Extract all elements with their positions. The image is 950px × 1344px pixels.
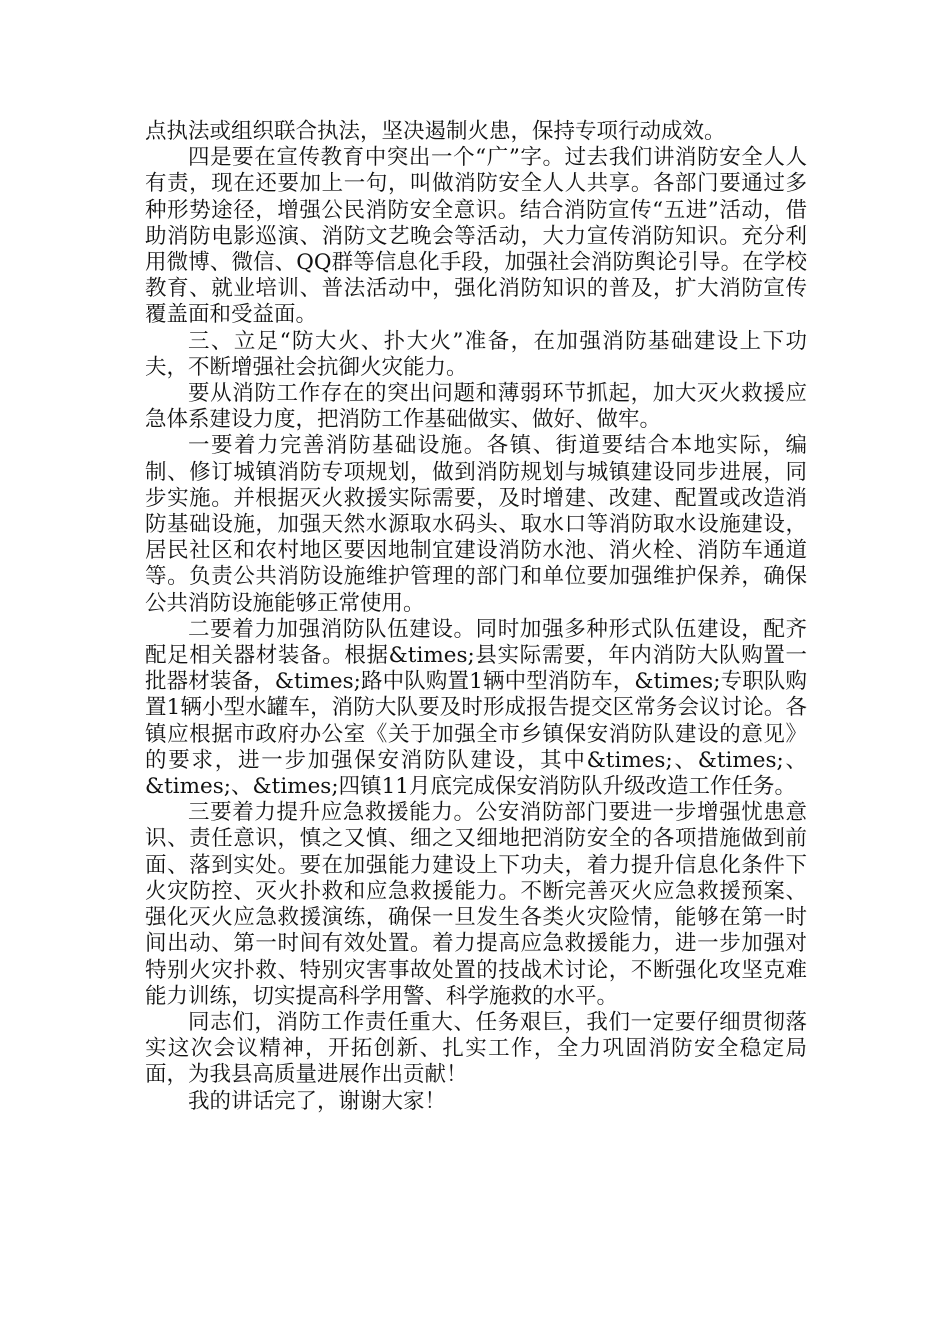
- paragraph-7: 三要着力提升应急救援能力。公安消防部门要进一步增强忧患意识、责任意识，慎之又慎、细之又细地把消防安全的各项措施做到前面、落到实处。要在加强能力建设上下功夫，着力提升信息化条件下火灾防控、灭火扑救和应急救援能力。不断完善灭火应急救援预案、强化灭火应急救援演练，确保一旦发生各类火灾险情，能够在第一时间出动、第一时间有效处置。着力提高应急救援能力，进一步加强对特别火灾扑救、特别灾害事故处置的技战术讨论，不断强化攻坚克难能力训练，切实提高科学用警、科学施救的水平。: [145, 800, 807, 1009]
- paragraph-2: 四是要在宣传教育中突出一个“广”字。过去我们讲消防安全人人有责，现在还要加上一句，叫做消防安全人人共享。各部门要通过多种形势途径，增强公民消防安全意识。结合消防宣传“五进”活动，借助消防电影巡演、消防文艺晚会等活动，大力宣传消防知识。充分利用微博、微信、QQ群等信息化手段，加强社会消防舆论引导。在学校教育、就业培训、普法活动中，强化消防知识的普及，扩大消防宣传覆盖面和受益面。: [145, 145, 807, 328]
- paragraph-8: 同志们，消防工作责任重大、任务艰巨，我们一定要仔细贯彻落实这次会议精神，开拓创新、扎实工作，全力巩固消防安全稳定局面，为我县高质量进展作出贡献！: [145, 1009, 807, 1088]
- paragraph-6: 二要着力加强消防队伍建设。同时加强多种形式队伍建设，配齐配足相关器材装备。根据&times;县实际需要，年内消防大队购置一批器材装备，&times;路中队购置1辆中型消防车，&times;专职队购置1辆小型水罐车，消防大队要及时形成报告提交区常务会议讨论。各镇应根据市政府办公室《关于加强全市乡镇保安消防队建设的意见》的要求，进一步加强保安消防队建设，其中&times;、&times;、&times;、&times;四镇11月底完成保安消防队升级改造工作任务。: [145, 616, 807, 800]
- paragraph-1: 点执法或组织联合执法，坚决遏制火患，保持专项行动成效。: [145, 119, 726, 144]
- section-heading-3: 三、立足“防大火、扑大火”准备，在加强消防基础建设上下功夫，不断增强社会抗御火灾能力。: [145, 328, 807, 380]
- closing-line: 我的讲话完了，谢谢大家！: [188, 1088, 447, 1114]
- paragraph-5: 一要着力完善消防基础设施。各镇、街道要结合本地实际，编制、修订城镇消防专项规划，做到消防规划与城镇建设同步进展，同步实施。并根据灭火救援实际需要，及时增建、改建、配置或改造消防基础设施，加强天然水源取水码头、取水口等消防取水设施建设，居民社区和农村地区要因地制宜建设消防水池、消火栓、消防车通道等。负责公共消防设施维护管理的部门和单位要加强维护保养，确保公共消防设施能够正常使用。: [145, 433, 807, 616]
- document-page: [145, 119, 807, 1115]
- paragraph-4: 要从消防工作存在的突出问题和薄弱环节抓起，加大灭火救援应急体系建设力度，把消防工作基础做实、做好、做牢。: [145, 381, 807, 433]
